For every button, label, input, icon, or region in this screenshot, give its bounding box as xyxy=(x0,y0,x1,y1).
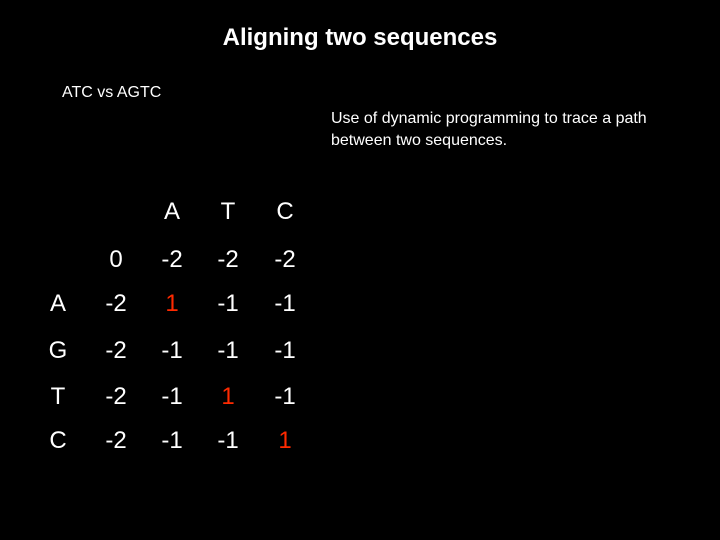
matrix-cell: 0 xyxy=(109,246,123,273)
column-header-a: A xyxy=(163,198,180,225)
matrix-cell: -2 xyxy=(105,290,127,317)
matrix-cell: -2 xyxy=(105,337,127,364)
matrix-cell: -1 xyxy=(217,337,239,364)
row-label-c: C xyxy=(49,427,67,454)
matrix-cell: -2 xyxy=(217,246,239,273)
matrix-cell: 1 xyxy=(165,290,179,317)
slide-subtitle: ATC vs AGTC xyxy=(62,84,162,101)
matrix-cell: -2 xyxy=(105,383,127,410)
matrix-cell: -1 xyxy=(217,427,239,454)
row-label-g: G xyxy=(48,337,68,364)
column-header-c: C xyxy=(276,198,294,225)
matrix-cell: -1 xyxy=(274,290,296,317)
matrix-cell: 1 xyxy=(221,383,235,410)
column-header-t: T xyxy=(220,198,236,225)
row-label-t: T xyxy=(50,383,66,410)
matrix-cell: -2 xyxy=(105,427,127,454)
matrix-cell: -1 xyxy=(161,337,183,364)
slide-description: Use of dynamic programming to trace a path between two sequences. xyxy=(331,110,647,149)
matrix-cell: -2 xyxy=(161,246,183,273)
slide-title: Aligning two sequences xyxy=(222,24,498,51)
matrix-cell: 1 xyxy=(278,427,292,454)
matrix-cell: -1 xyxy=(274,383,296,410)
matrix-cell: -2 xyxy=(274,246,296,273)
matrix-cell: -1 xyxy=(161,383,183,410)
row-label-a: A xyxy=(49,290,66,317)
matrix-cell: -1 xyxy=(217,290,239,317)
matrix-cell: -1 xyxy=(274,337,296,364)
matrix-cell: -1 xyxy=(161,427,183,454)
